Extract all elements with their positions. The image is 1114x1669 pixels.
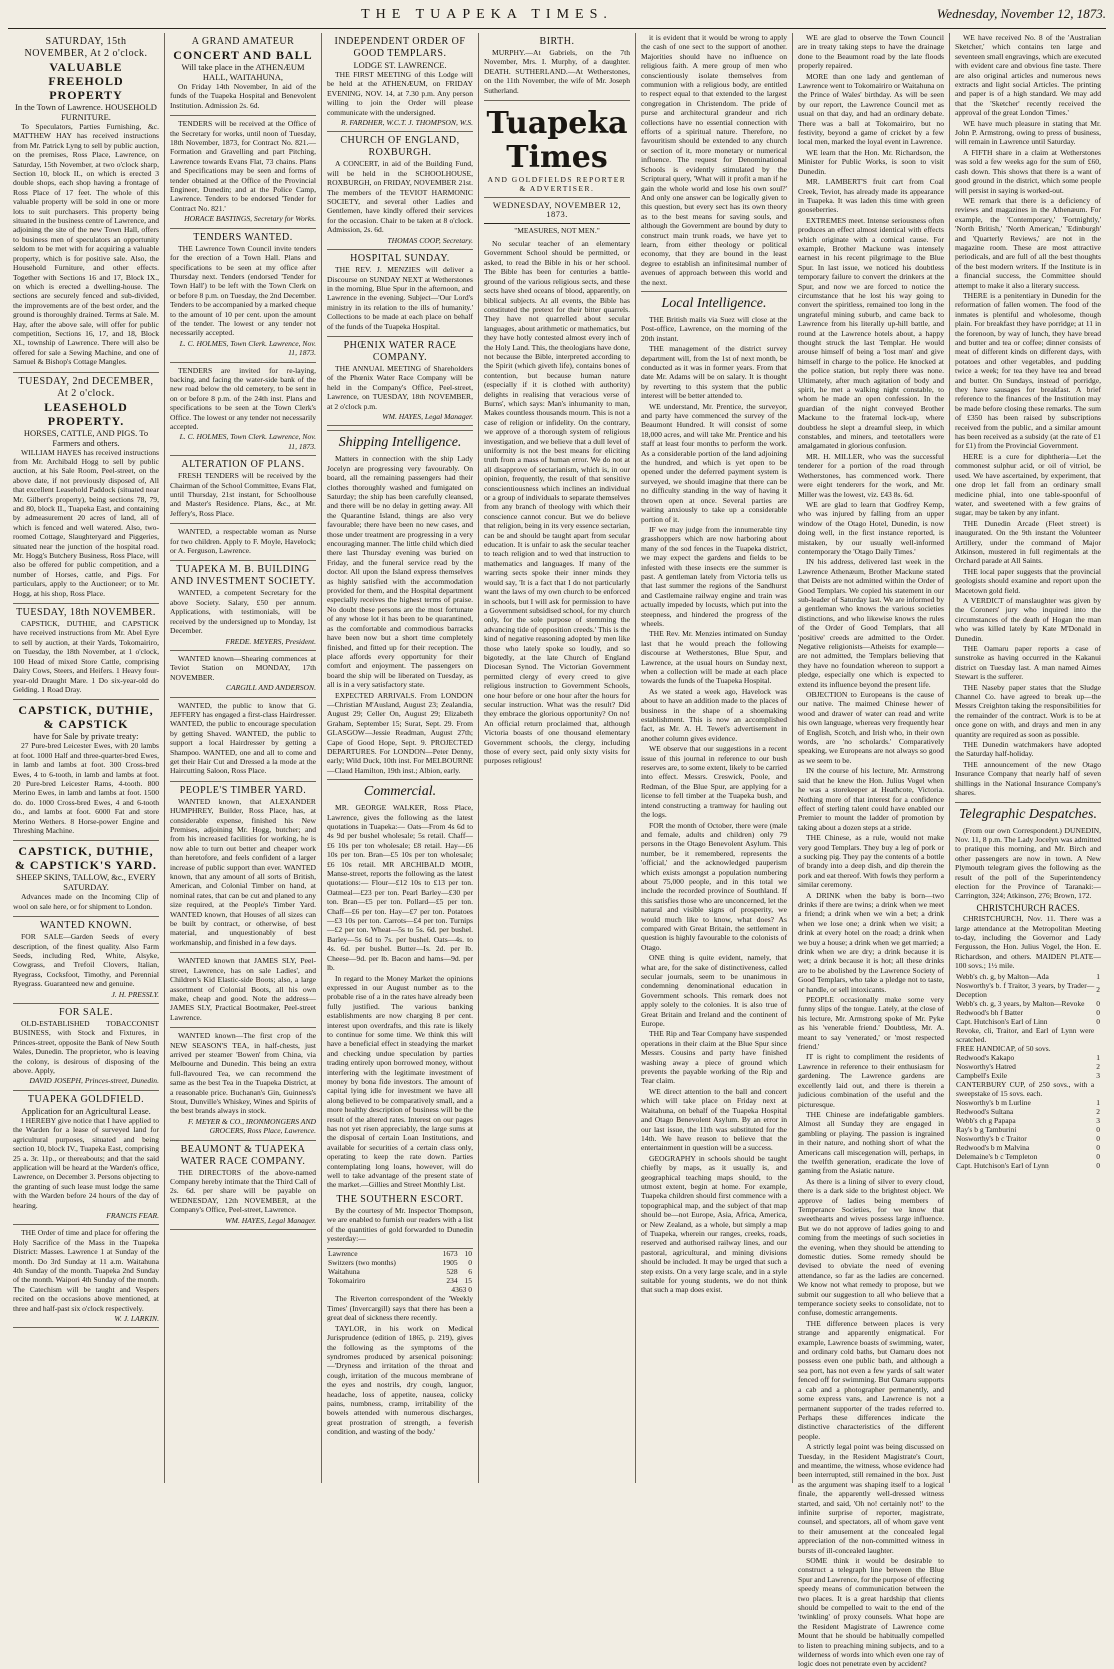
advertisement	[170, 116, 316, 228]
ad-body: MURPHY.—At Gabriels, on the 7th November, Mrs. I. Murphy, of a daughter. DEATH. SUTHERLAND.—At Wetherstones, on the 11th November, the wife of Mr. Joseph Sutherland.	[484, 48, 630, 95]
ad-title: CONCERT AND BALL	[173, 48, 313, 62]
news-paragraph: TAYLOR, in his work on Medical Jurisprudence (edition of 1865, p. 219), gives the following as the symptoms of the syndromes produced by arsenical poisoning:—'Dryness and irritation of the throat and cough, irritation of the mucous membrane of the eyes and nostrils, dry cough, languor, headache, loss of appetite, nausea, colicky pains, numbness, cramp, irritability of the bowels attended with numerous discharges, great prostration of strength, a feverish condition, and wasting of the body.'	[327, 1323, 473, 1437]
news-paragraph: THE Rip and Tear Company have suspended operations in their claim at the Blue Spur since Messrs. Cousins and party have finished washing away a piece of ground which prevents the payable working of the Rip and Tear claim.	[641, 1029, 787, 1086]
page-header	[8, 6, 1106, 29]
table-row	[955, 1044, 1101, 1053]
ad-subheading: LODGE ST. LAWRENCE.	[353, 60, 447, 70]
ad-signature: J. H. PRESSLY.	[111, 989, 159, 999]
placing	[1095, 1080, 1101, 1098]
placing: 1	[1096, 971, 1100, 981]
news-paragraph: Matters in connection with the ship Lady Jocelyn are progressing very favourably. On board, all the remaining passengers had their clothes thoroughly washed and fumigated on Saturday; the ship has been carefully cleansed, and there will be no delay in getting away. All the Quarantine Island, things are also very favourable; there have been no new cases, and those under treatment are progressing in a very encouraging manner. The little child which died there last Thursday evening was buried on Friday, and the funeral service read by the doctor. All upon the Island express themselves as highly satisfied with the accommodation provided for them, and the Hospital department especially receives the highest terms of praise. No doubt these persons are the most fortunate of any whose lot it has been to be quarantined, as the comfortable and commodious barracks have been now but a short time completely finished, and fitted up for their reception. The place affords every opportunity for their comfort and enjoyment. The passengers on board the ship will be liberated on Tuesday, as all is in a very satisfactory state.	[327, 454, 473, 690]
ad-body: WILLIAM HAYES has received instructions from Mr. Archibald Hogg to sell by public auction, at his Sale Room, Peel-street, on the above date, if not previously disposed of, All that excellent Leasehold Paddock (situated near Mr. Gilbert's property), being sections 78, 79, and 80, block II., Tuapeka East, and containing by admeasurement 20 acres of land, all of which is fenced and well watered. Also, two-roomed Cottage, Slaughteryard and Piggeries, situated near the junction of the hospital road. Mr. Hogg's Butchery Business, Ross Place, will also be offered for public competition, and a number of Horses, cattle, and Pigs. For particulars, apply to the Auctioneer; or to Mr. Hogg, at his shop, Ross Place.	[13, 447, 159, 598]
news-paragraph: WE have received No. 8 of the 'Australian Sketcher,' which contains ten large and seventeen small engravings, which are executed with evident care and obvious fine taste. There are also original articles and numerous news extracts and light social Articles. The printing and paper is of a high standard. We may add that the 'Sketcher' recently received the approval of the great London 'Times.'	[955, 33, 1101, 118]
table-cell: Waitahuna	[328, 1267, 360, 1277]
news-paragraph: WE understand, Mr. Prentice, the surveyor, and party have commenced the survey of the Beaumont Hundred. It will consist of some 18,000 acres, and will take Mr. Prentice and his staff at least four months to perform the work. As a considerable portion of the land adjoining the hundred, and which is yet open to be opened under the deferred payment system is surveyed, we should imagine that there can be no difficulty standing in the way of having it thrown open at once. Several parties are waiting anxiously to take up a considerable portion of it.	[641, 401, 787, 524]
column-2	[165, 33, 322, 1483]
table-row	[327, 1258, 473, 1267]
ad-heading: FOR SALE.	[59, 1007, 113, 1019]
placing: 0	[1096, 1142, 1100, 1152]
ad-body: TENDERS are invited for re-laying, backing, and facing the water-side bank of the new road below the old cemetery, to be sent in on or before 8 p.m. of the 24th inst. Plans and specifications to be seen at the Town Clerk's Office. The lowest or any tender not necessarily accepted.	[170, 365, 316, 431]
news-paragraph: SOME think it would be desirable to construct a telegraph line between the Blue Spur and Lawrence, for the purpose of effecting speedy means of communication between the two places. It is a great hardship that clients should be compelled to wait to the end of the 'twinkling' of proxy counsels. What hope are the Resident Magistrate of Lawrence come Mount that he should be habitually compelled to listen to preaching mining subjects, and to a wilderness of words into which even one ray of logic does not penetrate even by accident?	[798, 1556, 944, 1669]
horse-entry: Campbell's Exile	[956, 1070, 1008, 1080]
news-paragraph: A VERDICT of manslaughter was given by the Coroners' jury who inquired into the circumstances of the death of Hogan the man who was killed lately by Kate M'Donald in Dunedin.	[955, 595, 1101, 643]
columns	[8, 33, 1106, 1669]
ad-heading: WANTED KNOWN.	[39, 920, 133, 932]
news-paragraph: MR. GEORGE WALKER, Ross Place, Lawrence, gives the following as the latest quotations in Tuapeka:— Oats—From 4s 6d to 4s 9d per bushel wholesale; 5s retail. Chaff—£6 10s per ton wholesale; £8 retail. Hay—£6 10s per ton. Bran—£5 10s per ton wholesale; £6 10s retail. MR ARCHIBALD MOIR, Manse-street, reports the following as the latest quotations:— Flour—£12 10s to £13 per ton. Oatmeal—£23 per ton. Pearl Barley—£30 per ton. Bran—£5 per ton. Pollard—£5 per ton. Chaff—£6 per ton. Hay—£7 per ton. Potatoes—£3 10s per ton. Carrots—£4 per ton. Turnips—£2 per ton. Wheat—5s to 5s. 6d. per bushel. Barley—5s 6d to 7s. per bushel. Oats—4s. to 4s. 6d. per bushel. Butter—Is. 2d. per lb. Cheese—9d. per lb. Bacon and hams—9d. per lb.	[327, 803, 473, 973]
ad-body: WANTED, a competent Secretary for the above Society. Salary, £50 per annum. Applications, with testimonials, will be received by the undersigned up to Monday, 1st December.	[170, 588, 316, 636]
advertisement	[170, 651, 316, 698]
ad-title: CAPSTICK, DUTHIE, & CAPSTICK	[18, 703, 154, 732]
ad-body: By the courtesy of Mr. Inspector Thompson, we are enabled to furnish our readers with a list of the quantities of gold forwarded to Dunedin yesterday:—	[327, 1205, 473, 1244]
horse-entry: Redwood's bh f Batter	[956, 1007, 1023, 1017]
advertisement	[484, 33, 630, 101]
placing: 3	[1096, 1115, 1100, 1125]
news-paragraph: ONE thing is quite evident, namely, that what are, for the sake of distinctiveness, called secular journals, seem to be unanimous in condemning denominational education in Government schools. This remark does not apply solely to the colonies. It is also true of Great Britain and Ireland and the continent of Europe.	[641, 953, 787, 1029]
advertisement	[327, 1191, 473, 1250]
news-paragraph: No secular teacher of an elementary Government School should be permitted, or asked, to read the Bible in his or her school. The Bible has been for centuries a battle-ground of the various religious sects, and these sects have shed oceans of blood, apparently, on biblical subjects. At all events, the Bible has constituted the pretext for their bitter quarrels. They have not quarrelled about secular languages, about arithmetic or mathematics, but they have hotly contested almost every inch of the Holy Land. This, the theologians have done, not because the Bible, interpreted according to the Spirit (which giveth life), contains bones of contention, but because human nature (especially if it is clothed with authority) delights in realising that veracious verse of Burns', which says: Man's inhumanity to man, Makes countless thousands mourn. This is not a case of religion or infidelity. On the contrary, we approve of a thorough system of religious investigation, and we believe that a dull level of uniformity is not the best means for eliciting truth from a mass of human error. We do not at all disapprove of sectarianism, which is, in our opinion, frequently, the result of that sensitive conscientiousness which inclines an individual or a group of individuals to separate themselves from any branch of theology with which their conscience cannot concur. But we do believe that religion, being in its very essence sectarian, can be and should be taught apart from secular education. It is unfair to ask the secular teacher to teach religion and to wed that instruction to mathematics and languages. If many of the warring sects spoke their inner minds they would say, 'It is a fact that I do not particularly want the laws of my own church to be enforced in schools, but I will ask for permission to have a Government subsidised school, for my church only, for the sole purpose of stemming the advancing tide of opposition creeds.' This is the kind of negative reasoning adopted by men like those who lately spoke so loudly, and so bigotedly, at the late Church of England Diocesan Synod. The Victorian Government permitted clergy of every creed to give religious instruction to Government Schools, one hour before or one hour after the hours for secular instruction. What was the result? Did they embrace the glorious opportunity? On no! An official return proclaimed that, although Victoria boasts of one thousand elementary Government schools, the clergy, including those of every sect, paid only sixty visits for purposes religious!	[484, 239, 630, 766]
ad-heading: PHŒNIX WATER RACE COMPANY.	[343, 339, 457, 363]
ad-heading: PEOPLE'S TIMBER YARD.	[179, 784, 307, 796]
news-paragraph: A FIFTH share in a claim at Wetherstones was sold a few weeks ago for the sum of £60, cash down. This shows that there is a want of good ground in the district, which some people will persist in saying is worked-out.	[955, 147, 1101, 195]
ad-body: A CONCERT, in aid of the Building Fund, will be held in the SCHOOLHOUSE, ROXBURGH, on FRIDAY, NOVEMBER 21st. The members of the TEVIOT HARMONIC SOCIETY, and several other Ladies and Gentlemen, have kindly offered their services for the occasion. Chair to be taken at 8 o'clock. Admission, 2s. 6d.	[327, 159, 473, 235]
ad-title: LEASEHOLD PROPERTY.	[44, 399, 128, 428]
ad-signature: F. MEYER & CO., IRONMONGERS AND GROCERS, Ross Place, Lawrence.	[188, 1116, 316, 1136]
ad-body: FRESH TENDERS will be received by the Chairman of the School Committee, Evans Flat, until Thursday, 21st instant, for Schoolhouse and Master's Residence. Plans, &c., at Mr. Jeffery's, Ross Place.	[170, 471, 316, 518]
news-paragraph: A strictly legal point was being discussed on Tuesday, in the Resident Magistrate's Court, and meantime, the witness, whose evidence had been interrupted, still remained in the box. Just as the argument was shaping itself to a logical finale, the apparently well-dressed witness started, and said, 'Oh no! certainly not!' to the infinite surprise of reporter, magistrate, counsel, and spectators, all of whom gave vent to their amusement at the concealed legal appreciation of the non-committed witness in bursts of ill-concealed laughter.	[798, 1442, 944, 1555]
ad-subheading: SHEEP SKINS, TALLOW, &c., EVERY SATURDAY.	[16, 872, 156, 893]
news-paragraph: (From our own Correspondent.) DUNEDIN, Nov. 11, 8 p.m. The Lady Jocelyn was admitted to pratique this morning, and Mr. Birch and other passengers are now in town. A New Plymouth telegram gives the following as the result of the poll of the Superintendency election for the Province of Taranaki:—Carrington, 324; Atkinson, 276; Brown, 172.	[955, 825, 1101, 901]
news-paragraph: PEOPLE occasionally make some very funny slips of the tongue. Lately, at the close of his lecture, Mr. Armstrong spoke of Mr. Pyke as his 'venerable friend.' Doubtless, Mr. A. meant to say 'venerated,' or 'most respected friend.'	[798, 995, 944, 1052]
news-paragraph: THE British mails via Suez will close at the Post-office, Lawrence, on the morning of the 20th instant.	[641, 314, 787, 343]
advertisement	[13, 33, 159, 373]
table-row	[955, 1152, 1101, 1161]
ad-heading: ALTERATION OF PLANS.	[181, 459, 305, 471]
ad-body: On Friday 14th November, In aid of the funds of the Tuapeka Hospital and Benevolent Institution. Admission 2s. 6d.	[170, 82, 316, 110]
table-cell: 1905	[442, 1258, 458, 1268]
ad-heading: A GRAND AMATEUR	[191, 36, 295, 47]
placing	[1095, 1026, 1101, 1044]
news-paragraph: EXPECTED ARRIVALS. From LONDON—Christian M'Ausland, August 23; Zealandia, August 29; Celler On, August 29; Elizabeth Graham, September 15; Surat, Sept. 29. From GLASGOW—Jessie Readman, August 27th; Cape of Good Hope, Sept. 9. PROJECTED DEPARTURES. For LONDON—Peter Denny, early; Wild Duck, 10th inst. For MELBOURNE—Claud Hamilton, 19th inst.; Albion, early.	[327, 690, 473, 775]
news-paragraph: THE Oamaru paper reports a case of sunstroke as having occurred in the Kakanui district on Tuesday last. A man named Aimes Stewart is the sufferer.	[955, 644, 1101, 682]
table-row	[955, 1053, 1101, 1062]
horse-entry: Nosworthy's b c Traitor	[956, 1133, 1027, 1143]
news-paragraph: In regard to the Money Market the opinions expressed in our August number as to the probable rise of a in the rates have already been fully justified. The various banking establishments are now charging 8 per cent. interest upon overdrafts, and this rate is likely to continue for some time. We think this will have a beneficial effect in steadying the market and checking undue speculation by parties trading entirely upon borrowed money, without interfering with the legitimate investment of money by bona fide investors. The amount of capital lying idle for investment we have all along believed to be comparatively small, and a more healthy description of business will be the result of the altered rates. Interest on our pages has not yet risen appreciably, the large sums at the disposal of certain Loan Institutions, and available for securities of a certain class only, operating to keep the rate down. Parties contemplating long loans, however, will do well to take advantage of the present state of the market.—Gillies and Street Monthly List.	[327, 973, 473, 1190]
horse-entry: Redwood's Kakapo	[956, 1052, 1015, 1062]
news-paragraph: As there is a lining of silver to every cloud, there is a dark side to the brightest object. We approve of ladies being members of Temperance Societies, for we know that sweethearts and wives possess large influence. But we do not approve of ladies going to and coming from the meetings of such societies in the evening, when they should be attending to domestic duties. Some remedy should be devised to obviate the need of evening attendance, so far as the ladies are concerned. We know not what remedy to propose, but we submit our suggestion to all who believe that a temperance society seeks to consolidate, not to confuse, domestic arrangements.	[798, 1176, 944, 1318]
advertisement	[170, 229, 316, 363]
column-5	[636, 33, 793, 1483]
ad-signature: FREDE. MEYERS, President.	[225, 636, 316, 646]
running-date: Wednesday, November 12, 1873.	[936, 6, 1106, 21]
news-paragraph: THE local paper suggests that the provincial geologists should examine and report upon the Macetown gold field.	[955, 566, 1101, 595]
column-7	[950, 33, 1106, 1483]
table-row	[955, 1161, 1101, 1170]
advertisement	[13, 1004, 159, 1091]
horse-entry: Nosworthy's Hatred	[956, 1061, 1016, 1071]
table-cell: 10	[464, 1249, 472, 1259]
news-paragraph: OBJECTION to Europeans is the cause of our native. The maimed Chinese hewer of wood and drawer of water can read and write his own language, whereas very frequently hear of English, Scotch, and Irish who, in their own words, are 'no scholards.' Comparatively speaking, we Europeans are not always so good as we seem to be.	[798, 690, 944, 765]
news-paragraph: THE Chinese, as a rule, would not make very good Templars. They buy a leg of pork or a sucking pig. They pay the contents of a bottle of brandy into a deep dish, and dip therein the pork and eat thereof. With fowls they perform a similar ceremony.	[798, 833, 944, 890]
ad-heading: TUAPEKA M. B. BUILDING AND INVESTMENT SOCIETY.	[170, 564, 316, 588]
table-cell: 528	[446, 1267, 458, 1277]
race-intro: CHRISTCHURCH, Nov. 11. There was a large attendance at the Metropolitan Meeting to-day, including the Governor and Lady Fergusson, the Hon. Julius Vogel, the Hon. E. Richardson, and others. MAIDEN PLATE—100 sovs.; 1½ mile.	[955, 914, 1101, 971]
column-4	[479, 33, 636, 1483]
table-row	[955, 1125, 1101, 1134]
horse-entry: Nosworthy's b m Lurline	[956, 1097, 1031, 1107]
placing: 2	[1096, 1061, 1100, 1071]
news-paragraph: IT is right to compliment the residents of Lawrence in reference to their enthusiasm for gardening. The Lawrence gardens are excellently laid out, and there is therein a judicious combination of the useful and the picturesque.	[798, 1052, 944, 1109]
news-paragraph: GEOGRAPHY in schools should be taught chiefly by maps, as it usually is, and geographical teaching maps should, to the utmost extent, begin at home. For example, Tuapeka children should first commence with a topographical map, and the subject of that map should be—not Europe, Asia, Africa, America, or New Zealand, as a whole, but simply a map of Tuapeka, wherein our ranges, creeks, roads, reserved and authorised railway lines, and our pastoral, agricultural, and mining divisions should be included. It may be urged that such a step exists. On a very large scale, and in a style suitable for young students, we do not think that such a map does exist.	[641, 1153, 787, 1295]
table-cell: 6	[468, 1267, 472, 1277]
table-row	[955, 1008, 1101, 1017]
ad-body: Advances made on the Incoming Clip of wool on sale here, or for shipment to London.	[13, 892, 159, 911]
horse-entry: CANTERBURY CUP, of 250 sovs., with a sweepstake of 15 sovs. each.	[956, 1079, 1095, 1098]
news-paragraph: WE are glad to observe the Town Council are in treaty taking steps to have the drainage done to the Beaumont road by the late floods properly repaired.	[798, 33, 944, 71]
advertisement	[170, 524, 316, 561]
gold-escort-table	[327, 1249, 473, 1294]
advertisement	[13, 841, 159, 917]
news-paragraph: MORE than one lady and gentleman of Lawrence went to Tokomairiro or Waitahuna on the Prince of Wales' birthday. As will be seen by our report, the Lawrence Council met as usual on that day, and had an ordinary debate. There was a ball at Tokomairiro, but no festivity, beyond a game of cricket by a few local men, marked the loyal event in Lawrence.	[798, 71, 944, 147]
advertisement	[170, 363, 316, 457]
ad-signature: WM. HAYES, Legal Manager.	[382, 411, 473, 421]
issue-dateline: WEDNESDAY, NOVEMBER 12, 1873.	[484, 198, 630, 224]
table-row	[955, 1026, 1101, 1044]
placing: 2	[1096, 1106, 1100, 1116]
placing: 0	[1096, 1016, 1100, 1026]
ad-body: WANTED known—The first crop of the NEW SEASON'S TEA, in half-chests, just arrived per steamer 'Bowen' from China, via Melbourne and Dunedin. This being an extra full-flavoured Tea, we can recommend the same as the best Tea in the Tuapeka District, at a reasonable price. Buchanan's Gin, Guinness's Stout, Dunville's Whiskey, Wines and Spirits of the best brands always in stock.	[170, 1031, 316, 1116]
table-cell: 234	[446, 1276, 458, 1286]
ad-body: CAPSTICK, DUTHIE, and CAPSTICK have received instructions from Mr. Abel Eyre to sell by auction, at their Yards, Tokomairiro, on Tuesday, the 18th November, at 1 o'clock, 100 Head of mixed Store Cattle, comprising Dairy Cows, Steers, and Heifers. 1 Heavy four-year-old Draught Mare. 1 Do six-year-old do Gelding. 1 Road Dray.	[13, 619, 159, 694]
table-cell: Switzers (two months)	[328, 1258, 396, 1268]
running-title: THE TUAPEKA TIMES.	[361, 7, 613, 22]
column-6	[793, 33, 950, 1669]
advertisement	[170, 33, 316, 116]
table-row	[955, 981, 1101, 999]
ad-body: THE REV. J. MENZIES will deliver a Discourse on SUNDAY NEXT at Wetherstones in the morning, Blue Spur in the afternoon, and Lawrence in the evening. Subject—'Our Lord's ministry in its relation to the ills of humanity.' Collections to be made at each place on behalf of the funds of the Tuapeka Hospital.	[327, 265, 473, 331]
ad-heading: TUAPEKA GOLDFIELD.	[27, 1093, 145, 1105]
news-paragraph: WE have much pleasure in stating that Mr. John P. Armstrong, owing to press of business, will remain in Lawrence until Saturday.	[955, 118, 1101, 147]
advertisement	[170, 782, 316, 954]
placing: 0	[1096, 998, 1100, 1008]
horse-entry: Webb's ch g Papapa	[956, 1115, 1016, 1125]
ad-heading: BIRTH.	[539, 36, 575, 47]
news-paragraph: EXTREMES meet. Intense seriousness often produces an effect almost identical with effects which originate with a comical cause. For example, Brother Mackune was intensely earnest in his recent pilgrimage to the Blue Spur. In last issue, we noticed his doubtless temporary failure to convert the drinkers at the Spur, and now we are forced to notice the circumstance that he lost his way going to convert the spiritless, remained too long in the ungrateful mining suburb, and came back to Lawrence from his literally up-hill battle, and round at the Lawrence hotels about, a happy thought struck the last Templar. He would arouse himself of being a 'lost man' and give himself in charge to the police. He knocked at the police station, but reply there was none. Ultimately, after much agitation of body and spirit, he met a walking night constable, to whom he made an open confession. In the guardian of the night conveyed Brother Mackune to the fraternal lock-up, where doubtless he slept a dreamful sleep, in which constables, and miners, and teetotallers were amalgamated in glorious confusion.	[798, 215, 944, 451]
ad-signature: L. C. HOLMES, Town Clerk. Lawrence, Nov. 11, 1873.	[179, 338, 316, 358]
ad-body: WANTED known—Shearing commences at Teviot Station on MONDAY, 17th NOVEMBER.	[170, 653, 316, 682]
news-paragraph: HERE is a cure for diphtheria—Let the commonest sulphur acid, or oil of vitriol, be used. We have ascertained, by experiment, that one drop let fall from an ordinary small medicine phial, into one table-spoonful of water, and sweetened with a few grains of sugar, may be taken by any infant.	[955, 451, 1101, 518]
table-cell: Lawrence	[328, 1249, 358, 1259]
table-cell	[327, 1285, 433, 1294]
ad-body: 27 Pure-bred Leicester Ewes, with 20 lambs at foot. 1000 Half and three-quarter-bred Ewes, in lamb and lambs at foot. 300 Cross-bred Ewes, 4 to 6-tooth, in lamb and lambs at foot. 20 Pure-bred Leicester Rams, 4-tooth. 800 Merino Ewes, in lamb and lambs at foot. 1500 do. do. 1000 Cross-bred Ewes, 4 and 6-tooth do., and lambs at foot. 6000 Fat and store Merino Wethers. 8 Horse-power Engine and Threshing Machine.	[13, 741, 159, 835]
table-row	[955, 1017, 1101, 1026]
placing: 0	[1096, 1133, 1100, 1143]
news-paragraph: THE Rev. Mr. Menzies intimated on Sunday last that he would preach the following discourse at Wetherstones, Blue Spur, and Lawrence, at the usual hours on Sunday next, when a collection will be made at each place towards the funds of the Tuapeka Hospital.	[641, 629, 787, 686]
placing: 3	[1096, 1070, 1100, 1080]
news-paragraph: FOR the month of October, there were (male and female, adults and children) only 79 persons in the Otago Benevolent Asylum. This number, be it remembered, represents the 'official,' and the acknowledged pauperism which exists amongst a population numbering about 75,000 people, and in this total we include the recorded province of Southland. If this satisfies those who are unconcerned, let the natural and visible signs of prosperity, we would much like to know, what does? As compared with Great Britain, the settlement in question is highly favourable to the colonists of Otago.	[641, 820, 787, 952]
ad-heading: CHURCH OF ENGLAND, ROXBURGH.	[340, 135, 460, 159]
table-row	[327, 1267, 473, 1276]
ad-signature: FRANCIS FEAR.	[106, 1210, 159, 1220]
table-cell: Tokomairiro	[328, 1276, 366, 1286]
table-total-row	[327, 1285, 473, 1294]
horse-entry: Webb's ch. g, 3 years, by Malton—Revoke	[956, 998, 1085, 1008]
table-row	[955, 999, 1101, 1008]
news-paragraph: IF we may judge from the innumerable tiny grasshoppers which are now harboring about many of the sod fences in the Tuapeka district, we may expect the gardens and fields to be infested with these insects ere the summer is past. A gentleman lately from Victoria tells us that last summer the regions of the Sandhurst and Castlemaine railway engine and train was actually impeded by locusts, which put into the steepness, and hindered the progress of the wheels.	[641, 524, 787, 628]
news-paragraph: IN the course of his lecture, Mr. Armstrong said that he knew the Hon. Julius Vogel when he was a storekeeper at Heathcote, Victoria. Nothing more of that interest for a confidence effect of sterling talent could have enabled our Premier to mount the ladder of promotion by taking about a dozen steps at a stride.	[798, 766, 944, 832]
advertisement	[13, 700, 159, 841]
ad-body: THE FIRST MEETING of this Lodge will be held at the ATHENÆUM, on FRIDAY EVENING, NOV. 14, at 7.30 p.m. Any person willing to join the Order will please communicate with the undersigned.	[327, 70, 473, 117]
advertisement	[13, 373, 159, 605]
ad-title: VALUABLE FREEHOLD PROPERTY	[48, 60, 124, 102]
placing: 0	[1096, 1007, 1100, 1017]
ad-heading: SATURDAY, 15th NOVEMBER, At 2 o'clock.	[24, 36, 148, 59]
horse-entry: Nosworthy's b. f Traitor, 3 years, by Trader—Deception	[956, 980, 1095, 999]
ad-heading: THE SOUTHERN ESCORT.	[336, 1193, 464, 1205]
horse-entry: Delemaine's b c Templeton	[956, 1151, 1038, 1161]
news-paragraph: WE remark that there is a deficiency of reviews and magazines in the Athenæum. For example, the 'Contemporary,' 'Fortnightly,' 'North British,' 'North American,' 'Edinburgh' and 'Quarterly Reviews,' are not in the magazine room. These are most attractive periodicals, and are full of all the best thoughts of the best modern writers. If the Institute is in a financial success, the Committee should attempt to make it also a literary success.	[955, 195, 1101, 290]
advertisement	[170, 1028, 316, 1140]
section-heading: Local Intelligence.	[641, 291, 787, 313]
table-row	[955, 1098, 1101, 1107]
ad-heading: TUESDAY, 18th NOVEMBER.	[16, 607, 156, 619]
news-paragraph: A DRINK when the baby is born—two drinks if there are twins; a drink when we meet a friend; a drink when we win a bet; a drink when we lose one; a drink when we visit; a drink at every hotel on the road; a drink when we buy a house; a drink when we get married; a drink when we are dry; a drink because it is wet; a drink because it is hot; all these drinks are to be abolished by the Lawrence Society of Good Templars, who take a pledge not to taste, or handle, or sell intoxicants.	[798, 890, 944, 994]
horse-entry: Webb's ch. g, by Malton—Ada	[956, 971, 1049, 981]
news-paragraph: it is evident that it would be wrong to apply the cash of one sect to the support of another. Majorities should have no influence on religious faith. A mere group of men who conscientiously isolate themselves from communion with a religious body, are entitled to respect equal to that extended to the largest congregation in Christendom. The pride of purse and architectural grandeur and rich collections have no essential connection with efforts of a spiritual nature. Therefore, no favouritism should be extended to any church or section of it, more monetary or numerical influence. The request for Denominational Schools is evidently stimulated by the Scriptural query, 'What will it profit a man if he gain the whole world and lose his own soul?' And only one answer can be logically given to this question, but every sect has its own theory as to the best means for saving souls, and although the Government are bound by duty to construct main trunk roads, we have yet to learn, from either theology or political economy, that they are bound in the least degree to establish an infinitesimal number of avenues of approach between this world and the next.	[641, 33, 787, 287]
news-paragraph: THE Dunedin watchmakers have adopted the Saturday half-holiday.	[955, 740, 1101, 759]
advertisement	[327, 250, 473, 337]
horse-entry: Redwood's b m Malvina	[956, 1142, 1030, 1152]
news-paragraph: THE Chinese are indefatigable gamblers. Almost all Sunday they are engaged in gambling or playing. The passion is ingrained in their nature, and nothing short of what the Americans call miscegenation will, perhaps, in the twelfth generation, eradicate the love of gaming from the Asiatic nature.	[798, 1109, 944, 1176]
ad-body: WANTED, the public to know that G. JEFFERY has engaged a first-class Hairdresser. WANTED, the public to encourage speculation by getting Shaved. WANTED, the public to support a local Hairdresser by getting a Shampoo. WANTED, one and all to come and get their Hair Cut and Dressed a la mode at the Haircutting Saloon, Ross Place.	[170, 700, 316, 776]
table-row	[327, 1249, 473, 1258]
news-paragraph: THE Dunedin Arcade (Fleet street) is inaugurated. On the 9th instant the Volunteer Artillery, under the command of Major Atkinson, mustered in full regimentals at the Orchard parade at All Saints.	[955, 518, 1101, 566]
ad-body: I HEREBY give notice that I have applied to the Warden for a lease of surveyed land for agricultural purposes, situated and being section 10, block IV., Tuapeka East, comprising 25 a. 3r. 11p., or thereabouts; and that the said application will be heard at the Warden's office, Lawrence, on December 3. Persons objecting to the granting of such lease must lodge the same with the Warden before 24 hours of the day of hearing.	[13, 1115, 159, 1210]
news-paragraph: THERE is a penitentiary in Dunedin for the reformation of fallen women. The food of the inmates is plentiful and wholesome, though plain. For breakfast they have porridge; at 11 in the forenoon, by way of lunch, they have bread and butter and tea or coffee; dinner consists of meat of different kinds on different days, with potatoes and other vegetables, and pudding twice a week; for tea they have tea and bread and butter. On Sundays, instead of porridge, they have sausages for breakfast. A brief reference to the finances of the Institution may be made before closing these remarks. The sum of £350 has been raised by subscriptions received from the public, and a similar amount has been received as a subsidy (at the rate of £1 for £1) from the Provincial Government.	[955, 290, 1101, 451]
news-paragraph: THE difference between places is very strange and apparently enigmatical. For example, Lawrence boasts of swimming, water, and ordinary cold baths, but Oamaru does not possess even one public bath, and although a sea port, has not even a few yards of salt water fenced off for swimming. But Oamaru supports a cab and a photographer permanently, and some express vans, and Lawrence is not a permanent supporter of the trades referred to. Perhaps these differences indicate the distinctive characteristics of the different people.	[798, 1318, 944, 1441]
horse-entry: Revoke, cli, Traitor, and Earl of Lynn were scratched.	[956, 1025, 1095, 1044]
advertisement	[13, 604, 159, 700]
race-results-table	[955, 972, 1101, 1170]
ad-heading: BEAUMONT & TUAPEKA WATER RACE COMPANY.	[180, 1143, 306, 1167]
advertisement	[170, 561, 316, 650]
ad-body: WANTED, a respectable woman as Nurse for two children. Apply to F. Moyle, Havelock; or A. Ferguson, Lawrence.	[170, 527, 316, 556]
table-row	[955, 1143, 1101, 1152]
ad-body: WANTED known that JAMES SLY, Peel-street, Lawrence, has on sale Ladies', and Children's Kid Elastic-side Boots; also, a large assortment of Colonial Boots, all his own make, cheap and good. Note the address—JAMES SLY, Practical Bootmaker, Peel-street Lawrence.	[170, 956, 316, 1022]
advertisement	[13, 917, 159, 1004]
ad-heading: HOSPITAL SUNDAY.	[350, 253, 450, 265]
ad-subheading: In the Town of Lawrence. HOUSEHOLD FURNITURE.	[15, 102, 157, 122]
nameplate-subtitle: AND GOLDFIELDS REPORTER & ADVERTISER.	[484, 175, 630, 198]
ad-signature: HORACE BASTINGS, Secretary for Works.	[184, 214, 316, 224]
table-row	[327, 1276, 473, 1285]
placing	[1095, 1044, 1101, 1053]
newspaper-motto: "MEASURES, NOT MEN."	[514, 225, 600, 235]
placing: 2	[1096, 985, 1100, 995]
ad-signature: W. J. LARKIN.	[114, 1314, 159, 1323]
news-paragraph: WE direct attention to the ball and concert which will take place on Friday next at Waitahuna, on behalf of the Tuapeka Hospital and Otago Benevolent Asylum. By an error in our last issue, the 11th was substituted for the 14th. We have reason to believe that the entertainment in question will be a success.	[641, 1086, 787, 1153]
ad-body: THE DIRECTORS of the above-named Company hereby intimate that the Third Call of 2s. 6d. per share will be payable on WEDNESDAY, 12th NOVEMBER, at the Company's Office, Peel-street, Lawrence.	[170, 1167, 316, 1215]
table-row	[955, 972, 1101, 981]
race-heading: CHRISTCHURCH RACES.	[976, 902, 1080, 913]
newspaper-nameplate: Tuapeka Times	[486, 106, 628, 176]
ad-subheading: have for Sale by private treaty:	[33, 731, 139, 742]
ad-signature: THOMAS COOP, Secretary.	[387, 235, 473, 245]
table-row	[955, 1134, 1101, 1143]
news-paragraph: WE are glad to learn that Godfrey Kemp, who was injured by falling from an upper window of the Otago Hotel, Dunedin, is now doing well, in the first instance reported, is mistaken, by our usually well-informed contemporary the 'Otago Daily Times.'	[798, 499, 944, 556]
advertisement	[170, 953, 316, 1028]
table-cell: 15	[464, 1276, 472, 1286]
horse-entry: FREE HANDICAP, of 50 sovs.	[956, 1043, 1051, 1053]
table-cell: 1673	[442, 1249, 458, 1259]
horse-entry: Capt. Hutchison's Earl of Lynn	[956, 1160, 1049, 1170]
advertisement	[13, 1225, 159, 1328]
table-row	[955, 1107, 1101, 1116]
ad-body: TENDERS will be received at the Office of the Secretary for works, until noon of Tuesday, 18th November, 1873, for Contract No. 821.—Formation and Gravelling and part Pitching, Lawrence towards Evans Flat, 73 chains. Plans and Specifications may be seen and forms of tender obtained at the Office of the Provincial Engineer, Dunedin; and at the Police Camp, Lawrence. Tenders to be endorsed 'Tender for Contract No. 821.'	[170, 119, 316, 213]
ad-subheading: Will take place in the ATHENÆUM HALL, WAITAHUNA,	[181, 62, 305, 82]
horse-entry: Capt. Hutchison's Earl of Linn	[956, 1016, 1048, 1026]
news-paragraph: As we stated a week ago, Havelock was about to have an addition made to the places of business in the shape of a shoemaking establishment. This is now an accomplished fact, as Mr. A. H. Tewet's advertisement in another column gives evidence.	[641, 686, 787, 743]
horse-entry: Redwood's Sultana	[956, 1106, 1014, 1116]
section-heading: Commercial.	[327, 779, 473, 801]
table-cell: 0	[468, 1258, 472, 1268]
table-row	[955, 1062, 1101, 1071]
news-paragraph: WE observe that our suggestions in a recent issue of this journal in reference to our bush reserves are, to some extent, likely to be carried into effect. Messrs. Creswick, Poole, and Redman, of the Blue Spur, are applying for a license to fell timber at the Tuapeka bush, and intend constructing a tramway for hauling out the logs.	[641, 744, 787, 820]
ad-body: OLD-ESTABLISHED TOBACCONIST BUSINESS, with Stock and Fixtures, in Princes-street, opposite the Bank of New South Wales, Dunedin. The proprietor, who is leaving the colony, is desirous of disposing of the above. Apply,	[13, 1019, 159, 1076]
placing: 0	[1096, 1124, 1100, 1134]
ad-subheading: Application for an Agricultural Lease.	[21, 1105, 151, 1116]
advertisement	[327, 33, 473, 132]
ad-body: FOR SALE—Garden Seeds of every description, of the finest quality. Also Farm Seeds, including Red, White, Alsyke, Cowgrass, and Trefoil Clovers, Italian, Ryegrass, Cocksfoot, Timothy, and Perennial Ryegrass. Guaranteed new and genuine.	[13, 932, 159, 989]
ad-signature: R. FARDHER, W.C.T. J. THOMPSON, W.S.	[340, 118, 473, 128]
column-3	[322, 33, 479, 1483]
advertisement	[327, 337, 473, 426]
news-paragraph: THE Naseby paper states that the Sludge Channel Co. have agreed to break up—the Messrs Creighton taking the responsibilities for the remainder of the contract. Work is to be at once gone on with, and drays and men in any quantity are required as soon as possible.	[955, 682, 1101, 739]
ad-signature: WM. HAYES, Legal Manager.	[225, 1215, 316, 1225]
ad-body: THE Order of time and place for offering the Holy Sacrifice of the Mass in the Tuapeka District: Masses. Lawrence 1 at Sunday of the month. Do 3rd Sunday at 11 a.m. Waitahuna 4th Sunday of the month. Tuapeka 2nd Sunday of the month. Waipori 4th Sunday of the month. The Catechism will be taught and Vespers recited on the occasions above mentioned, at three and half-past six o'clock respectively.	[13, 1228, 159, 1313]
placing: 0	[1096, 1151, 1100, 1161]
news-paragraph: The Riverton correspondent of the 'Weekly Times' (Invercargill) says that there has been a great deal of sickness there recently.	[327, 1294, 473, 1323]
horse-entry: Ray's b g Tamburini	[956, 1124, 1017, 1134]
advertisement	[13, 1091, 159, 1225]
news-paragraph: THE announcement of the new Otago Insurance Company that nearly half of seven shillings in the National Insurance Company's shares.	[955, 759, 1101, 798]
ad-signature: CARGILL AND ANDERSON.	[225, 683, 316, 693]
ad-body: THE Lawrence Town Council invite tenders for the erection of a Town Hall. Plans and specifications to be seen at my office after Thursday next. Tenders (endorsed 'Tender for Town Hall') to be left with the Town Clerk on or before 8 p.m. on Tuesday, the 2nd December. Tenders to be accompanied by a marked cheque to the amount of 10 per cent. upon the amount of the tender. The lowest or any tender not necessarily accepted.	[170, 243, 316, 338]
advertisement	[170, 456, 316, 524]
ad-heading: INDEPENDENT ORDER OF GOOD TEMPLARS.	[334, 36, 466, 59]
ad-signature: DAVID JOSEPH, Princes-street, Dunedin.	[29, 1076, 159, 1086]
ad-body: WANTED known, that ALEXANDER HUMPHREY, Builder, Ross Place, has, at considerable expense, finished his New Premises, adjoining Mr. Hogg, butcher; and from his increased facilities for working, he is now able to turn out better and cheaper work than heretofore, and feels confident of a larger increase of public support than ever. WANTED known, that any amount of all sorts of British, American, and Colonial Timber on hand, at nominal rates, that can be cut and planed to any size required, at the People's Timber Yard. WANTED known, that Houses of all sizes can be built by contract, or otherwise, of best material, and unquestionably of best workmanship, and finished in a few days.	[170, 796, 316, 947]
table-total: 4363 0	[451, 1285, 472, 1295]
table-row	[955, 1116, 1101, 1125]
ad-heading: TENDERS WANTED.	[193, 231, 293, 243]
ad-subheading: HORSES, CATTLE, AND PIGS. To Farmers and others.	[23, 427, 149, 448]
table-row	[955, 1080, 1101, 1098]
ad-body: To Speculators, Parties Furnishing, &c. MATTHEW HAY has received instructions from Mr. Patrick Lyng to sell by public auction, on the premises, Ross Place, Lawrence, on Saturday, 15th November, at two o'clock sharp, Section 10, block II., on which is erected 3 double shops, each shop having a frontage of Ross Place of 17 feet. The whole of this valuable property will be sold in one or more lots to suit purchasers. This property being situated in the business centre of Lawrence, and adjoining the site of the new Town Hall, offers to business men of speculators an opportunity seldom to be met with for acquiring a valuable property, which is for positive sale. Also, the Household Furniture, and other effects. Together with Sections 16 and 17, Block IX., on which is erected a dwelling-house. The sections are securely fenced and sub-divided, the improvements are of the best order, and the ground is thoroughly drained. Terms at Sale. M. Hay, after the above sale, will offer for public competition, Sections 16, 17, and 18, Block XI., township of Lawrence. There will also be offered for sale a Sewing Machine, and one of Samuel & Bishop's Cottage Mangles.	[13, 122, 159, 367]
ad-signature: L. C. HOLMES, Town Clerk. Lawrence, Nov. 11, 1873.	[179, 432, 316, 451]
advertisement	[327, 132, 473, 250]
ad-title: CAPSTICK, DUTHIE, & CAPSTICK'S YARD.	[14, 844, 158, 873]
placing: 0	[1096, 1160, 1100, 1170]
advertisement	[170, 698, 316, 782]
advertisement	[170, 1141, 316, 1230]
ad-body: THE ANNUAL MEETING of Shareholders of the Phœnix Water Race Company will be held in the Company's Office, Peel-street, Lawrence, on TUESDAY, 18th NOVEMBER, at 2 o'clock p.m.	[327, 363, 473, 411]
section-heading: Telegraphic Despatches.	[955, 802, 1101, 824]
news-paragraph: MR. LAMBERT'S fruit cart from Coal Creek, Teviot, has already made its appearance in Tuapeka. It was laden this time with green gooseberries.	[798, 177, 944, 215]
placing: 1	[1096, 1052, 1100, 1062]
news-paragraph: IN his address, delivered last week in the Lawrence Athenæum, Brother Mackune stated that Deists are not admitted within the Order of Good Templars. We copied his statement in our sub-leader of Saturday last. We are informed by a gentleman who knows the various societies distinctions, and who likewise knows the rules of the Order of Good Templars, that all 'positive' creeds are admitted to the Order. Negative religionists—Atheists for example—are not admitted, the Templars believing that they have no foundation whereon to support a pledge, especially one which is expected to extend its influence beyond the present life.	[798, 557, 944, 689]
ad-heading: TUESDAY, 2nd DECEMBER, At 2 o'clock.	[18, 375, 154, 399]
column-1	[8, 33, 165, 1483]
section-heading: Shipping Intelligence.	[327, 430, 473, 452]
news-paragraph: THE management of the district survey department will, from the 1st of next month, be conducted as it was in former years. From that date Mr. Adams will be on salary. It is thought by reverting to this system that the public interest will be better attended to.	[641, 344, 787, 401]
news-paragraph: MR. H. MILLER, who was the successful tenderer for a portion of the road through Wetherstones, has commenced work. There were eight tenderers for the work, and Mr. Miller was the lowest, viz. £43 8s. 6d.	[798, 451, 944, 499]
table-row	[955, 1071, 1101, 1080]
news-paragraph: WE learn that the Hon. Mr. Richardson, the Minister for Public Works, is soon to visit Dunedin.	[798, 147, 944, 176]
placing: 1	[1096, 1097, 1100, 1107]
